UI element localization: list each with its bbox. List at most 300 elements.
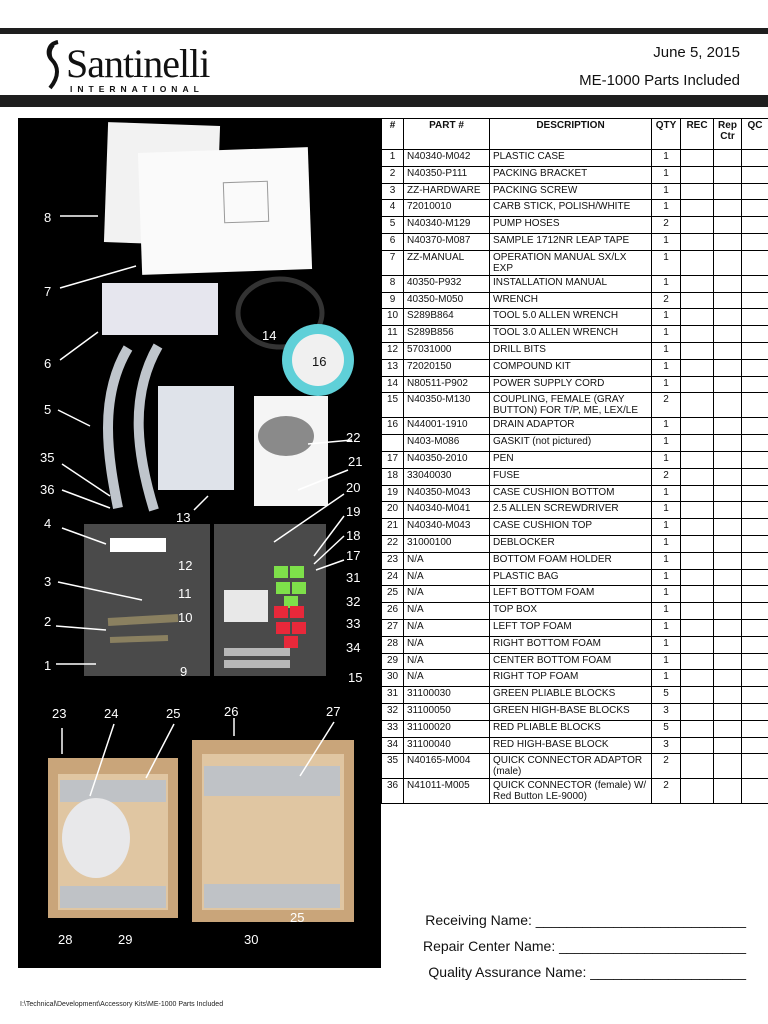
qc-check-cell[interactable] <box>742 636 768 653</box>
qc-check-cell[interactable] <box>742 687 768 704</box>
table-row <box>382 150 768 167</box>
qty-cell: 1 <box>652 418 681 435</box>
description-cell: CASE CUSHION TOP <box>490 519 652 536</box>
rec-check-cell[interactable] <box>681 737 714 754</box>
item-number-cell: 13 <box>382 359 404 376</box>
rec-check-cell[interactable] <box>681 418 714 435</box>
qc-check-cell[interactable] <box>742 519 768 536</box>
table-row <box>382 552 768 569</box>
description-cell: RED HIGH-BASE BLOCK <box>490 737 652 754</box>
qty-cell: 1 <box>652 233 681 250</box>
photo-label: 2 <box>44 614 52 629</box>
qc-check-cell[interactable] <box>742 670 768 687</box>
item-number-cell: 10 <box>382 309 404 326</box>
part-number-cell: ZZ-HARDWARE <box>404 183 490 200</box>
photo-label: 10 <box>178 610 193 625</box>
photo-label: 12 <box>178 558 193 573</box>
table-row <box>382 737 768 754</box>
item-number-cell: 8 <box>382 275 404 292</box>
rec-check-cell[interactable] <box>681 653 714 670</box>
part-number-cell: 31100040 <box>404 737 490 754</box>
photo-label: 21 <box>348 454 363 469</box>
qc-check-cell[interactable] <box>742 183 768 200</box>
rep-ctr-check-cell[interactable] <box>714 552 742 569</box>
qc-check-cell[interactable] <box>742 552 768 569</box>
rep-ctr-check-cell[interactable] <box>714 326 742 343</box>
description-cell: RIGHT TOP FOAM <box>490 670 652 687</box>
item-number-cell: 33 <box>382 720 404 737</box>
qty-cell: 1 <box>652 376 681 393</box>
rec-check-cell[interactable] <box>681 687 714 704</box>
rec-check-cell[interactable] <box>681 275 714 292</box>
brand-subtitle: INTERNATIONAL <box>70 84 204 94</box>
qc-check-cell[interactable] <box>742 653 768 670</box>
qc-check-cell[interactable] <box>742 376 768 393</box>
photo-illustration <box>18 118 381 968</box>
description-cell: PLASTIC CASE <box>490 150 652 167</box>
description-cell: SAMPLE 1712NR LEAP TAPE <box>490 233 652 250</box>
description-cell: GREEN PLIABLE BLOCKS <box>490 687 652 704</box>
photo-label: 6 <box>44 356 52 371</box>
item-number-cell: 17 <box>382 451 404 468</box>
rep-ctr-check-cell[interactable] <box>714 636 742 653</box>
qc-check-cell[interactable] <box>742 393 768 418</box>
column-header: PART # <box>404 119 490 150</box>
parts-table-body <box>382 150 768 804</box>
photo-label: 22 <box>346 430 361 445</box>
rec-check-cell[interactable] <box>681 586 714 603</box>
photo-label: 15 <box>348 670 363 685</box>
qc-check-cell[interactable] <box>742 359 768 376</box>
qc-check-cell[interactable] <box>742 720 768 737</box>
table-row <box>382 183 768 200</box>
qc-check-cell[interactable] <box>742 737 768 754</box>
photo-label: 1 <box>44 658 52 673</box>
part-number-cell: N40370-M087 <box>404 233 490 250</box>
photo-label: 27 <box>326 704 341 719</box>
rep-ctr-check-cell[interactable] <box>714 754 742 779</box>
item-number-cell: 24 <box>382 569 404 586</box>
table-row <box>382 359 768 376</box>
part-number-cell: N40340-M041 <box>404 502 490 519</box>
qty-cell: 1 <box>652 619 681 636</box>
photo-label: 26 <box>224 704 239 719</box>
qty-cell: 5 <box>652 687 681 704</box>
photo-label: 20 <box>346 480 361 495</box>
photo-label: 36 <box>40 482 55 497</box>
rep-ctr-check-cell[interactable] <box>714 233 742 250</box>
item-number-cell: 29 <box>382 653 404 670</box>
qc-check-cell[interactable] <box>742 502 768 519</box>
rep-ctr-check-cell[interactable] <box>714 603 742 620</box>
table-row <box>382 342 768 359</box>
description-cell: LEFT BOTTOM FOAM <box>490 586 652 603</box>
rec-check-cell[interactable] <box>681 451 714 468</box>
description-cell: OPERATION MANUAL SX/LX EXP <box>490 250 652 275</box>
photo-label: 9 <box>180 664 188 679</box>
photo-label: 32 <box>346 594 361 609</box>
item-number-cell: 1 <box>382 150 404 167</box>
part-number-cell: N/A <box>404 670 490 687</box>
part-number-cell: N40350-P111 <box>404 166 490 183</box>
table-row <box>382 393 768 418</box>
description-cell: CENTER BOTTOM FOAM <box>490 653 652 670</box>
rec-check-cell[interactable] <box>681 376 714 393</box>
rep-ctr-check-cell[interactable] <box>714 376 742 393</box>
part-number-cell: N40340-M129 <box>404 217 490 234</box>
qc-check-cell[interactable] <box>742 603 768 620</box>
qc-check-cell[interactable] <box>742 619 768 636</box>
rec-check-cell[interactable] <box>681 342 714 359</box>
description-cell: QUICK CONNECTOR (female) W/ Red Button LE-9000) <box>490 779 652 804</box>
rec-check-cell[interactable] <box>681 217 714 234</box>
qc-check-cell[interactable] <box>742 418 768 435</box>
table-row <box>382 250 768 275</box>
item-number-cell: 27 <box>382 619 404 636</box>
table-row <box>382 309 768 326</box>
qc-check-cell[interactable] <box>742 200 768 217</box>
rep-ctr-check-cell[interactable] <box>714 687 742 704</box>
rep-ctr-check-cell[interactable] <box>714 519 742 536</box>
photo-label: 3 <box>44 574 52 589</box>
qty-cell: 1 <box>652 586 681 603</box>
item-number-cell: 30 <box>382 670 404 687</box>
qc-check-cell[interactable] <box>742 485 768 502</box>
qty-cell: 2 <box>652 217 681 234</box>
column-header: DESCRIPTION <box>490 119 652 150</box>
qc-check-cell[interactable] <box>742 217 768 234</box>
rep-ctr-check-cell[interactable] <box>714 619 742 636</box>
qty-cell: 1 <box>652 200 681 217</box>
rep-ctr-check-cell[interactable] <box>714 309 742 326</box>
qc-check-cell[interactable] <box>742 275 768 292</box>
part-number-cell: N/A <box>404 603 490 620</box>
table-row <box>382 468 768 485</box>
qty-cell: 1 <box>652 166 681 183</box>
description-cell: DEBLOCKER <box>490 535 652 552</box>
rec-check-cell[interactable] <box>681 754 714 779</box>
qc-check-cell[interactable] <box>742 326 768 343</box>
qty-cell: 1 <box>652 502 681 519</box>
document-title: ME-1000 Parts Included <box>579 72 740 89</box>
qc-check-cell[interactable] <box>742 451 768 468</box>
rep-ctr-check-cell[interactable] <box>714 183 742 200</box>
description-cell: WRENCH <box>490 292 652 309</box>
rec-check-cell[interactable] <box>681 359 714 376</box>
table-header-row <box>382 119 768 150</box>
rep-ctr-check-cell[interactable] <box>714 569 742 586</box>
qc-check-cell[interactable] <box>742 250 768 275</box>
qty-cell: 2 <box>652 292 681 309</box>
rec-check-cell[interactable] <box>681 309 714 326</box>
table-row <box>382 636 768 653</box>
table-row <box>382 292 768 309</box>
rep-ctr-check-cell[interactable] <box>714 720 742 737</box>
receiving-name-line[interactable]: Receiving Name: ___________________________ <box>425 912 746 928</box>
rep-ctr-check-cell[interactable] <box>714 485 742 502</box>
parts-photo <box>18 118 381 968</box>
item-number-cell: 9 <box>382 292 404 309</box>
part-number-cell: 40350-M050 <box>404 292 490 309</box>
rec-check-cell[interactable] <box>681 485 714 502</box>
rep-ctr-check-cell[interactable] <box>714 502 742 519</box>
santinelli-logo <box>42 40 210 96</box>
qty-cell: 1 <box>652 603 681 620</box>
rep-ctr-check-cell[interactable] <box>714 342 742 359</box>
table-row <box>382 217 768 234</box>
part-number-cell: N/A <box>404 619 490 636</box>
table-row <box>382 200 768 217</box>
qty-cell: 3 <box>652 703 681 720</box>
table-row <box>382 619 768 636</box>
qty-cell: 1 <box>652 435 681 452</box>
rep-ctr-check-cell[interactable] <box>714 359 742 376</box>
photo-label: 25 <box>290 910 305 925</box>
rec-check-cell[interactable] <box>681 326 714 343</box>
qty-cell: 1 <box>652 670 681 687</box>
photo-label: 30 <box>244 932 259 947</box>
qc-check-cell[interactable] <box>742 309 768 326</box>
table-row <box>382 603 768 620</box>
item-number-cell: 34 <box>382 737 404 754</box>
qc-check-cell[interactable] <box>742 703 768 720</box>
table-row <box>382 653 768 670</box>
qty-cell: 2 <box>652 468 681 485</box>
description-cell: POWER SUPPLY CORD <box>490 376 652 393</box>
rec-check-cell[interactable] <box>681 670 714 687</box>
rec-check-cell[interactable] <box>681 720 714 737</box>
description-cell: PUMP HOSES <box>490 217 652 234</box>
rec-check-cell[interactable] <box>681 183 714 200</box>
item-number-cell: 31 <box>382 687 404 704</box>
rec-check-cell[interactable] <box>681 519 714 536</box>
parts-table <box>381 118 768 804</box>
rep-ctr-check-cell[interactable] <box>714 535 742 552</box>
rep-ctr-check-cell[interactable] <box>714 150 742 167</box>
description-cell: QUICK CONNECTOR ADAPTOR (male) <box>490 754 652 779</box>
table-row <box>382 535 768 552</box>
table-row <box>382 586 768 603</box>
description-cell: DRILL BITS <box>490 342 652 359</box>
qty-cell: 1 <box>652 250 681 275</box>
rep-ctr-check-cell[interactable] <box>714 586 742 603</box>
table-row <box>382 376 768 393</box>
rec-check-cell[interactable] <box>681 435 714 452</box>
wrench-graphic <box>224 648 290 656</box>
qc-check-cell[interactable] <box>742 468 768 485</box>
item-number-cell: 12 <box>382 342 404 359</box>
description-cell: TOOL 5.0 ALLEN WRENCH <box>490 309 652 326</box>
item-number-cell: 28 <box>382 636 404 653</box>
rep-ctr-check-cell[interactable] <box>714 653 742 670</box>
rec-check-cell[interactable] <box>681 166 714 183</box>
table-row <box>382 451 768 468</box>
item-number-cell: 6 <box>382 233 404 250</box>
qc-check-cell[interactable] <box>742 754 768 779</box>
item-number-cell: 7 <box>382 250 404 275</box>
photo-label: 35 <box>40 450 55 465</box>
rep-ctr-check-cell[interactable] <box>714 468 742 485</box>
part-number-cell: N44001-1910 <box>404 418 490 435</box>
rec-check-cell[interactable] <box>681 535 714 552</box>
rep-ctr-check-cell[interactable] <box>714 435 742 452</box>
rec-check-cell[interactable] <box>681 468 714 485</box>
qty-cell: 3 <box>652 737 681 754</box>
table-row <box>382 703 768 720</box>
rep-ctr-check-cell[interactable] <box>714 418 742 435</box>
qty-cell: 1 <box>652 485 681 502</box>
table-row <box>382 166 768 183</box>
rec-check-cell[interactable] <box>681 619 714 636</box>
rec-check-cell[interactable] <box>681 552 714 569</box>
part-number-cell: N80511-P902 <box>404 376 490 393</box>
part-number-cell: N40350-2010 <box>404 451 490 468</box>
photo-label: 24 <box>104 706 119 721</box>
rep-ctr-check-cell[interactable] <box>714 250 742 275</box>
item-number-cell: 25 <box>382 586 404 603</box>
rep-ctr-check-cell[interactable] <box>714 393 742 418</box>
description-cell: COUPLING, FEMALE (GRAY BUTTON) FOR T/P, ME, LEX/LE <box>490 393 652 418</box>
rec-check-cell[interactable] <box>681 703 714 720</box>
qty-cell: 1 <box>652 636 681 653</box>
photo-label: 34 <box>346 640 361 655</box>
column-header: QTY <box>652 119 681 150</box>
item-number-cell: 18 <box>382 468 404 485</box>
part-number-cell: N40340-M043 <box>404 519 490 536</box>
rep-ctr-check-cell[interactable] <box>714 166 742 183</box>
item-number-cell: 3 <box>382 183 404 200</box>
part-number-cell: 40350-P932 <box>404 275 490 292</box>
rep-ctr-check-cell[interactable] <box>714 275 742 292</box>
item-number-cell: 21 <box>382 519 404 536</box>
table-row <box>382 418 768 435</box>
qc-check-cell[interactable] <box>742 342 768 359</box>
table-row <box>382 275 768 292</box>
repair-center-name-line[interactable]: Repair Center Name: ________________________ <box>422 938 746 954</box>
part-number-cell: 72010010 <box>404 200 490 217</box>
part-number-cell: 31000100 <box>404 535 490 552</box>
qc-check-cell[interactable] <box>742 535 768 552</box>
item-number-cell: 14 <box>382 376 404 393</box>
item-number-cell: 15 <box>382 393 404 418</box>
description-cell: CASE CUSHION BOTTOM <box>490 485 652 502</box>
qc-check-cell[interactable] <box>742 292 768 309</box>
rec-check-cell[interactable] <box>681 393 714 418</box>
qty-cell: 2 <box>652 779 681 804</box>
rec-check-cell[interactable] <box>681 233 714 250</box>
rec-check-cell[interactable] <box>681 569 714 586</box>
photo-label: 7 <box>44 284 52 299</box>
rec-check-cell[interactable] <box>681 200 714 217</box>
rep-ctr-check-cell[interactable] <box>714 217 742 234</box>
column-header: QC <box>742 119 768 150</box>
rep-ctr-check-cell[interactable] <box>714 670 742 687</box>
part-number-cell: N40350-M043 <box>404 485 490 502</box>
photo-label: 25 <box>166 706 181 721</box>
item-number-cell: 4 <box>382 200 404 217</box>
file-path-footer: I:\Technical\Development\Accessory Kits\ME-1000 Parts Included <box>20 1001 224 1008</box>
item-number-cell: 19 <box>382 485 404 502</box>
table-row <box>382 569 768 586</box>
part-number-cell: N40165-M004 <box>404 754 490 779</box>
rep-ctr-check-cell[interactable] <box>714 703 742 720</box>
qty-cell: 1 <box>652 342 681 359</box>
table-row <box>382 670 768 687</box>
item-number-cell: 32 <box>382 703 404 720</box>
column-header: Rep Ctr <box>714 119 742 150</box>
qc-check-cell[interactable] <box>742 435 768 452</box>
qc-check-cell[interactable] <box>742 586 768 603</box>
photo-label: 23 <box>52 706 67 721</box>
photo-label: 14 <box>262 328 277 343</box>
part-number-cell: S289B856 <box>404 326 490 343</box>
part-number-cell: N/A <box>404 653 490 670</box>
table-row <box>382 435 768 452</box>
rec-check-cell[interactable] <box>681 779 714 804</box>
rep-ctr-check-cell[interactable] <box>714 737 742 754</box>
rep-ctr-check-cell[interactable] <box>714 779 742 804</box>
description-cell: INSTALLATION MANUAL <box>490 275 652 292</box>
item-number-cell: 16 <box>382 418 404 435</box>
part-number-cell: 33040030 <box>404 468 490 485</box>
rep-ctr-check-cell[interactable] <box>714 200 742 217</box>
qc-check-cell[interactable] <box>742 233 768 250</box>
column-header: # <box>382 119 404 150</box>
rec-check-cell[interactable] <box>681 603 714 620</box>
rec-check-cell[interactable] <box>681 292 714 309</box>
rec-check-cell[interactable] <box>681 150 714 167</box>
table-row <box>382 720 768 737</box>
item-number-cell: 5 <box>382 217 404 234</box>
table-row <box>382 687 768 704</box>
photo-label: 8 <box>44 210 52 225</box>
rec-check-cell[interactable] <box>681 502 714 519</box>
document-date: June 5, 2015 <box>653 44 740 61</box>
qty-cell: 1 <box>652 275 681 292</box>
qty-cell: 1 <box>652 359 681 376</box>
qc-check-cell[interactable] <box>742 166 768 183</box>
part-number-cell: 31100050 <box>404 703 490 720</box>
qty-cell: 1 <box>652 326 681 343</box>
qty-cell: 1 <box>652 653 681 670</box>
description-cell: 2.5 ALLEN SCREWDRIVER <box>490 502 652 519</box>
photo-label: 28 <box>58 932 73 947</box>
photo-label: 17 <box>346 548 361 563</box>
part-number-cell: N40340-M042 <box>404 150 490 167</box>
qc-check-cell[interactable] <box>742 150 768 167</box>
description-cell: DRAIN ADAPTOR <box>490 418 652 435</box>
rep-ctr-check-cell[interactable] <box>714 451 742 468</box>
description-cell: TOP BOX <box>490 603 652 620</box>
rep-ctr-check-cell[interactable] <box>714 292 742 309</box>
rec-check-cell[interactable] <box>681 250 714 275</box>
qc-check-cell[interactable] <box>742 779 768 804</box>
qty-cell: 5 <box>652 720 681 737</box>
qty-cell: 1 <box>652 569 681 586</box>
qc-check-cell[interactable] <box>742 569 768 586</box>
part-number-cell: 72020150 <box>404 359 490 376</box>
item-number-cell: 11 <box>382 326 404 343</box>
table-row <box>382 519 768 536</box>
part-number-cell: N/A <box>404 569 490 586</box>
table-row <box>382 502 768 519</box>
rec-check-cell[interactable] <box>681 636 714 653</box>
quality-assurance-name-line[interactable]: Quality Assurance Name: ____________________ <box>428 964 746 980</box>
qty-cell: 1 <box>652 535 681 552</box>
part-number-cell: ZZ-MANUAL <box>404 250 490 275</box>
item-number-cell: 35 <box>382 754 404 779</box>
description-cell: PEN <box>490 451 652 468</box>
